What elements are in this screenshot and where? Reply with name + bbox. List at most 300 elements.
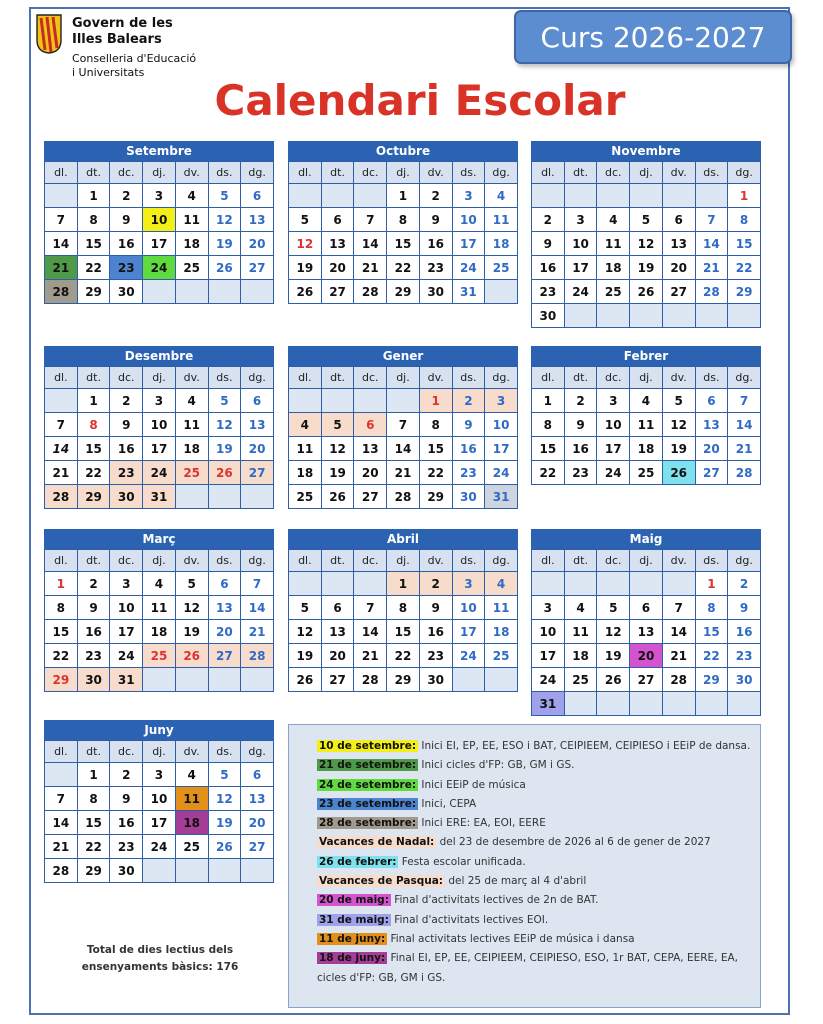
day-cell: 16 [532,256,565,280]
weekday-label: ds. [695,550,728,572]
day-cell: 2 [532,208,565,232]
legend-date-tag: Vacances de Nadal: [319,836,435,849]
empty-day-cell [175,668,208,692]
weekday-label: dt. [564,550,597,572]
day-cell: 12 [175,596,208,620]
empty-day-cell [208,859,241,883]
empty-day-cell [321,184,354,208]
empty-day-cell [45,184,78,208]
month-title: Gener [288,346,518,366]
day-cell: 11 [597,232,630,256]
day-cell: 1 [77,184,110,208]
legend-text: Inici EI, EP, EE, ESO i BAT, CEIPIEEM, CEIPIESO i EEiP de dansa. [418,740,751,752]
day-cell: 22 [387,644,420,668]
empty-day-cell [662,572,695,596]
empty-day-cell [597,572,630,596]
weekday-label: dj. [387,550,420,572]
weekday-label: dt. [564,162,597,184]
day-cell: 6 [321,596,354,620]
day-cell: 2 [419,184,452,208]
weekday-label: dv. [662,550,695,572]
empty-day-cell [289,184,322,208]
day-cell: 24 [452,644,485,668]
empty-day-cell [597,184,630,208]
day-cell: 2 [110,389,143,413]
day-cell: 28 [45,280,78,304]
weekday-label: dc. [110,550,143,572]
day-cell: 7 [728,389,761,413]
weekday-label: dc. [354,367,387,389]
weekday-label: dl. [532,367,565,389]
day-cell: 24 [143,461,176,485]
legend-text: Inici EEiP de música [418,778,526,791]
day-cell: 3 [452,184,485,208]
legend-text: Inici ERE: EA, EOI, EERE [418,817,546,830]
day-cell: 14 [695,232,728,256]
day-cell: 13 [208,596,241,620]
day-cell: 12 [289,620,322,644]
empty-day-cell [630,304,663,328]
day-cell: 11 [289,437,322,461]
day-cell: 8 [77,787,110,811]
day-cell: 1 [387,572,420,596]
day-cell: 31 [485,485,518,509]
day-cell: 6 [241,389,274,413]
day-cell: 2 [452,389,485,413]
weekday-label: dv. [662,367,695,389]
month-title: Març [44,529,274,549]
weekday-label: dv. [175,367,208,389]
day-cell: 29 [695,668,728,692]
day-cell: 27 [321,668,354,692]
day-cell: 7 [354,208,387,232]
day-cell: 18 [485,232,518,256]
day-cell: 9 [419,596,452,620]
day-cell: 11 [175,413,208,437]
empty-day-cell [289,572,322,596]
day-cell: 1 [419,389,452,413]
day-cell: 6 [241,763,274,787]
weekday-label: ds. [452,162,485,184]
day-cell: 23 [110,256,143,280]
day-cell: 18 [289,461,322,485]
empty-day-cell [241,280,274,304]
day-cell: 28 [241,644,274,668]
legend-item [317,795,750,814]
day-cell: 20 [354,461,387,485]
day-cell: 13 [695,413,728,437]
day-cell: 18 [143,620,176,644]
day-cell: 25 [289,485,322,509]
month-title: Desembre [44,346,274,366]
legend-item [317,756,750,775]
day-cell: 10 [143,208,176,232]
empty-day-cell [143,668,176,692]
weekday-label: dv. [175,741,208,763]
day-cell: 25 [485,644,518,668]
day-cell: 11 [485,596,518,620]
weekday-label: dl. [45,367,78,389]
empty-day-cell [728,692,761,716]
weekday-label: dg. [485,367,518,389]
day-cell: 16 [419,232,452,256]
day-cell: 12 [662,413,695,437]
day-cell: 19 [175,620,208,644]
logo-line-4: i Universitats [72,66,145,79]
day-cell: 1 [77,389,110,413]
day-cell: 24 [143,256,176,280]
day-cell: 12 [208,208,241,232]
day-cell: 3 [597,389,630,413]
day-cell: 30 [419,280,452,304]
empty-day-cell [452,668,485,692]
weekday-label: dl. [45,550,78,572]
day-cell: 14 [354,232,387,256]
weekday-label: dt. [77,550,110,572]
day-cell: 8 [419,413,452,437]
weekday-label: dt. [77,741,110,763]
empty-day-cell [321,389,354,413]
weekday-label: ds. [208,741,241,763]
empty-day-cell [45,763,78,787]
day-cell: 9 [77,596,110,620]
day-cell: 14 [241,596,274,620]
month-title: Abril [288,529,518,549]
day-cell: 28 [387,485,420,509]
weekday-label: dc. [597,550,630,572]
day-cell: 1 [728,184,761,208]
day-cell: 13 [662,232,695,256]
day-cell: 4 [485,572,518,596]
empty-day-cell [532,572,565,596]
day-cell: 7 [45,208,78,232]
day-cell: 28 [662,668,695,692]
day-cell: 3 [110,572,143,596]
weekday-label: dl. [532,162,565,184]
weekday-label: dt. [564,367,597,389]
day-cell: 14 [728,413,761,437]
day-cell: 9 [110,787,143,811]
empty-day-cell [630,692,663,716]
day-cell: 8 [695,596,728,620]
day-cell: 1 [387,184,420,208]
day-cell: 12 [321,437,354,461]
day-cell: 10 [110,596,143,620]
day-cell: 12 [597,620,630,644]
day-cell: 13 [630,620,663,644]
month-juny [44,720,274,883]
day-cell: 20 [695,437,728,461]
day-cell: 9 [110,413,143,437]
day-cell: 28 [728,461,761,485]
day-cell: 20 [241,811,274,835]
day-cell: 4 [485,184,518,208]
empty-day-cell [485,280,518,304]
month-març [44,529,274,692]
day-cell: 21 [354,644,387,668]
day-cell: 23 [110,835,143,859]
day-cell: 7 [387,413,420,437]
weekday-label: dv. [419,550,452,572]
day-cell: 11 [485,208,518,232]
month-title: Setembre [44,141,274,161]
day-cell: 14 [354,620,387,644]
weekday-label: dl. [532,550,565,572]
weekday-label: dt. [77,367,110,389]
day-cell: 26 [597,668,630,692]
day-cell: 5 [208,184,241,208]
legend-text: Inici, CEPA [418,797,477,810]
day-cell: 19 [662,437,695,461]
day-cell: 23 [419,256,452,280]
coat-of-arms-icon [36,14,62,54]
weekday-label: dv. [419,367,452,389]
day-cell: 10 [143,413,176,437]
empty-day-cell [241,668,274,692]
day-cell: 29 [419,485,452,509]
day-cell: 1 [77,763,110,787]
weekday-label: dg. [728,550,761,572]
empty-day-cell [695,184,728,208]
empty-day-cell [564,572,597,596]
day-cell: 3 [485,389,518,413]
day-cell: 27 [321,280,354,304]
day-cell: 22 [387,256,420,280]
day-cell: 28 [695,280,728,304]
legend-item [317,853,750,872]
day-cell: 25 [564,668,597,692]
weekday-label: dg. [241,367,274,389]
weekday-label: dj. [387,367,420,389]
empty-day-cell [143,859,176,883]
day-cell: 18 [175,811,208,835]
day-cell: 10 [485,413,518,437]
empty-day-cell [695,304,728,328]
day-cell: 14 [45,811,78,835]
day-cell: 11 [175,787,208,811]
day-cell: 19 [321,461,354,485]
legend-date-tag: 24 de setembre: [319,778,417,791]
weekday-label: dv. [419,162,452,184]
month-novembre [531,141,761,328]
day-cell: 20 [630,644,663,668]
day-cell: 25 [175,835,208,859]
legend-item [317,814,750,833]
day-cell: 30 [110,859,143,883]
legend-date-tag: 28 de setembre: [319,817,417,830]
weekday-label: dt. [321,367,354,389]
day-cell: 21 [387,461,420,485]
day-cell: 27 [241,461,274,485]
day-cell: 7 [45,413,78,437]
day-cell: 25 [175,461,208,485]
day-cell: 15 [77,437,110,461]
day-cell: 6 [241,184,274,208]
day-cell: 31 [452,280,485,304]
day-cell: 16 [110,811,143,835]
day-cell: 25 [597,280,630,304]
weekday-label: dc. [597,162,630,184]
day-cell: 28 [45,485,78,509]
day-cell: 18 [485,620,518,644]
legend-text: Festa escolar unificada. [398,855,526,868]
empty-day-cell [564,692,597,716]
weekday-label: ds. [695,367,728,389]
day-cell: 31 [532,692,565,716]
day-cell: 4 [143,572,176,596]
day-cell: 17 [452,232,485,256]
day-cell: 21 [45,835,78,859]
empty-day-cell [630,572,663,596]
day-cell: 30 [77,668,110,692]
day-cell: 2 [110,763,143,787]
day-cell: 29 [728,280,761,304]
day-cell: 2 [110,184,143,208]
day-cell: 22 [695,644,728,668]
day-cell: 13 [321,232,354,256]
logo-line-2: Illes Balears [72,32,162,47]
weekday-label: ds. [452,550,485,572]
empty-day-cell [208,280,241,304]
weekday-label: dl. [45,741,78,763]
day-cell: 21 [45,256,78,280]
day-cell: 13 [241,787,274,811]
day-cell: 27 [695,461,728,485]
weekday-label: dv. [662,162,695,184]
day-cell: 23 [564,461,597,485]
day-cell: 18 [630,437,663,461]
day-cell: 21 [695,256,728,280]
day-cell: 27 [354,485,387,509]
day-cell: 15 [532,437,565,461]
day-cell: 4 [630,389,663,413]
day-cell: 8 [387,596,420,620]
day-cell: 26 [289,280,322,304]
day-cell: 5 [208,763,241,787]
day-cell: 17 [597,437,630,461]
day-cell: 26 [630,280,663,304]
month-desembre [44,346,274,509]
day-cell: 15 [387,232,420,256]
day-cell: 8 [532,413,565,437]
day-cell: 8 [728,208,761,232]
month-setembre [44,141,274,304]
day-cell: 3 [143,763,176,787]
empty-day-cell [45,389,78,413]
day-cell: 19 [208,811,241,835]
day-cell: 12 [208,413,241,437]
day-cell: 23 [419,644,452,668]
empty-day-cell [532,184,565,208]
day-cell: 20 [241,232,274,256]
day-cell: 5 [289,208,322,232]
weekday-label: dl. [289,367,322,389]
weekday-label: dj. [143,550,176,572]
day-cell: 16 [110,232,143,256]
weekday-label: dg. [241,741,274,763]
day-cell: 6 [662,208,695,232]
legend-date-tag: 10 de setembre: [319,740,417,752]
month-title: Novembre [531,141,761,161]
day-cell: 22 [419,461,452,485]
day-cell: 26 [321,485,354,509]
day-cell: 2 [564,389,597,413]
empty-day-cell [354,572,387,596]
empty-day-cell [354,184,387,208]
day-cell: 9 [728,596,761,620]
day-cell: 17 [532,644,565,668]
day-cell: 15 [77,232,110,256]
legend-item [317,737,750,756]
weekday-label: dg. [241,162,274,184]
day-cell: 21 [728,437,761,461]
weekday-label: dc. [354,550,387,572]
empty-day-cell [662,304,695,328]
day-cell: 13 [241,413,274,437]
course-badge: Curs 2026-2027 [514,10,792,64]
day-cell: 20 [241,437,274,461]
day-cell: 7 [45,787,78,811]
day-cell: 10 [532,620,565,644]
day-cell: 17 [143,437,176,461]
day-cell: 2 [419,572,452,596]
weekday-label: dl. [45,162,78,184]
legend-item [317,911,750,930]
day-cell: 24 [485,461,518,485]
day-cell: 24 [597,461,630,485]
legend-date-tag: 31 de maig: [319,913,389,926]
day-cell: 19 [630,256,663,280]
month-febrer [531,346,761,485]
day-cell: 29 [77,859,110,883]
weekday-label: dc. [110,367,143,389]
day-cell: 15 [419,437,452,461]
weekday-label: dg. [485,550,518,572]
day-cell: 9 [452,413,485,437]
legend-text: Final EI, EP, EE, CEIPIEEM, CEIPIESO, ESO, 1r BAT, CEPA, EERE, EA, cicles d'FP: GB, GM i GS. [317,952,738,984]
day-cell: 23 [532,280,565,304]
weekday-label: ds. [208,162,241,184]
day-cell: 24 [564,280,597,304]
day-cell: 4 [289,413,322,437]
month-title: Maig [531,529,761,549]
weekday-label: dc. [110,162,143,184]
month-title: Juny [44,720,274,740]
month-title: Octubre [288,141,518,161]
day-cell: 30 [110,485,143,509]
logo-line-1: Govern de les [72,16,173,31]
day-cell: 2 [77,572,110,596]
weekday-label: dj. [143,367,176,389]
day-cell: 23 [77,644,110,668]
day-cell: 29 [77,485,110,509]
day-cell: 24 [452,256,485,280]
weekday-label: dg. [728,367,761,389]
legend-date-tag: 26 de febrer: [319,855,397,868]
day-cell: 18 [564,644,597,668]
day-cell: 4 [175,389,208,413]
day-cell: 15 [77,811,110,835]
weekday-label: dt. [321,550,354,572]
day-cell: 4 [597,208,630,232]
weekday-label: dj. [630,367,663,389]
day-cell: 14 [662,620,695,644]
day-cell: 28 [354,668,387,692]
day-cell: 18 [597,256,630,280]
day-cell: 27 [208,644,241,668]
day-cell: 27 [662,280,695,304]
day-cell: 5 [175,572,208,596]
